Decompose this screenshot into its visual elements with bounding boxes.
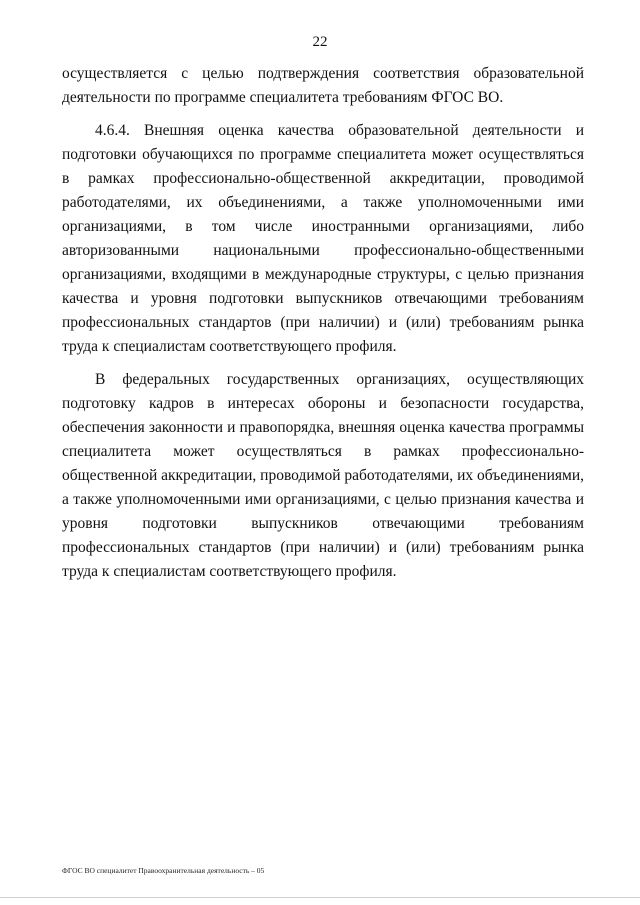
paragraph-4-6-4: 4.6.4. Внешняя оценка качества образовательной деятельности и подготовки обучающихся по программе специалитета может осуществляться в рамках профессионально-общественной аккредитации, проводимой работодателями, их объединениями, а также уполномоченными ими организациями, в том числе иностранными организациями, либо авторизованными национальными профессионально-общественными организациями, входящими в международные структуры, с целью признания качества и уровня подготовки выпускников отвечающими требованиям профессиональных стандартов (при наличии) и (или) требованиям рынка труда к специалистам соответствующего профиля. bbox=[62, 122, 584, 355]
page-footer: ФГОС ВО специалитет Правоохранительная деятельность – 05 bbox=[62, 866, 265, 875]
document-body bbox=[62, 62, 584, 584]
paragraph-federal-organizations: В федеральных государственных организациях, осуществляющих подготовку кадров в интересах обороны и безопасности государства, обеспечения законности и правопорядка, внешняя оценка качества программы специалитета может осуществляться в рамках профессионально-общественной аккредитации, проводимой работодателями, их объединениями, а также уполномоченными ими организациями, с целью признания качества и уровня подготовки выпускников отвечающими требованиям профессиональных стандартов (при наличии) и (или) требованиям рынка труда к специалистам соответствующего профиля. bbox=[62, 371, 584, 580]
paragraph-continuation: осуществляется с целью подтверждения соответствия образовательной деятельности по программе специалитета требованиям ФГОС ВО. bbox=[62, 65, 584, 106]
page-number: 22 bbox=[312, 34, 328, 50]
scan-edge-line bbox=[0, 897, 640, 898]
